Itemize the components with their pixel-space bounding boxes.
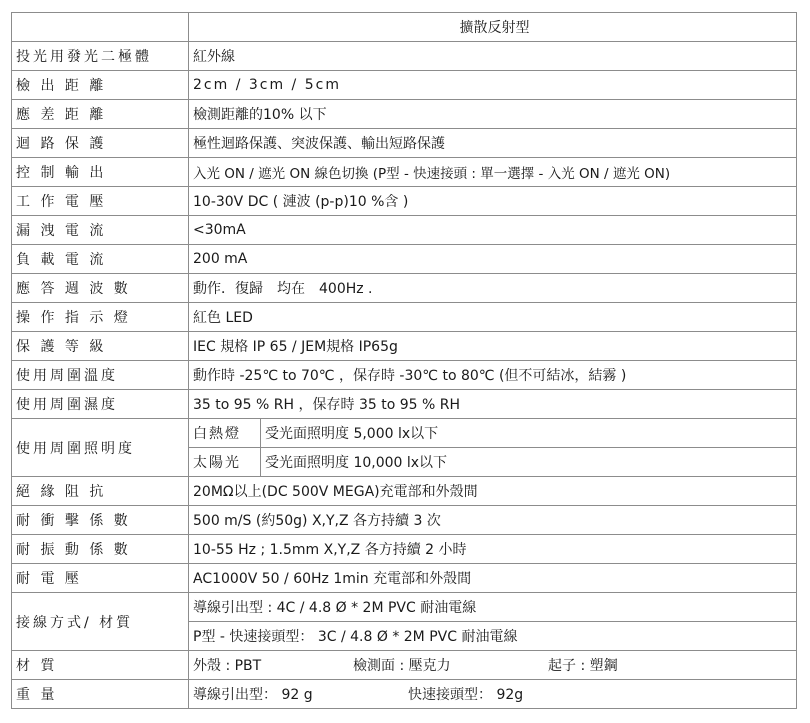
table-row — [12, 535, 797, 564]
humidity-value: 35 to 95 % RH ，保存時 35 to 95 % RH — [189, 390, 797, 419]
header-type: 擴散反射型 — [189, 13, 797, 42]
load-current-label: 負 載 電 流 — [12, 245, 189, 274]
voltage-value: 10-30V DC ( 漣波 (p-p)10 %含 ) — [189, 187, 797, 216]
hysteresis-value: 檢測距離的10% 以下 — [189, 100, 797, 129]
table-row — [12, 245, 797, 274]
table-row — [12, 564, 797, 593]
leak-current-value: <30mA — [189, 216, 797, 245]
table-row — [12, 419, 797, 448]
vibration-value: 10-55 Hz ; 1.5mm X,Y,Z 各方持續 2 小時 — [189, 535, 797, 564]
table-row — [12, 71, 797, 100]
wiring-label: 接線方式/ 材質 — [12, 593, 189, 651]
table-row — [12, 129, 797, 158]
indicator-value: 紅色 LED — [189, 303, 797, 332]
weight-label: 重 量 — [12, 680, 189, 709]
protection-circuit-label: 迴 路 保 護 — [12, 129, 189, 158]
protection-class-label: 保 護 等 級 — [12, 332, 189, 361]
temperature-value: 動作時 -25℃ to 70℃ ，保存時 -30℃ to 80℃ (但不可結冰，結霧 ) — [189, 361, 797, 390]
material-case: 外殼 : PBT — [193, 658, 262, 674]
table-row — [12, 100, 797, 129]
humidity-label: 使用周圍濕度 — [12, 390, 189, 419]
shock-label: 耐 衝 擊 係 數 — [12, 506, 189, 535]
incandescent-label: 白熱燈 — [189, 419, 261, 448]
wiring-value-quick: P型 - 快速接頭型： 3C / 4.8 Ø * 2M PVC 耐油電線 — [189, 622, 797, 651]
dielectric-label: 耐 電 壓 — [12, 564, 189, 593]
indicator-label: 操 作 指 示 燈 — [12, 303, 189, 332]
hysteresis-label: 應 差 距 離 — [12, 100, 189, 129]
weight-value — [189, 680, 797, 709]
protection-circuit-value: 極性迴路保護、突波保護、輸出短路保護 — [189, 129, 797, 158]
insulation-label: 絕 緣 阻 抗 — [12, 477, 189, 506]
sunlight-label: 太陽光 — [189, 448, 261, 477]
leak-current-label: 漏 洩 電 流 — [12, 216, 189, 245]
control-output-value: 入光 ON / 遮光 ON 線色切換 (P型 - 快速接頭 : 單一選擇 - 入光 ON / 遮光 ON) — [189, 158, 797, 187]
illuminance-label: 使用周圍照明度 — [12, 419, 189, 477]
weight-quick: 快速接頭型： 92g — [408, 687, 524, 703]
header-empty-cell — [12, 13, 189, 42]
table-row — [12, 361, 797, 390]
table-row — [12, 593, 797, 622]
wiring-value-wired: 導線引出型 : 4C / 4.8 Ø * 2M PVC 耐油電線 — [189, 593, 797, 622]
light-source-label: 投光用發光二極體 — [12, 42, 189, 71]
vibration-label: 耐 振 動 係 數 — [12, 535, 189, 564]
shock-value: 500 m/S (約50g) X,Y,Z 各方持續 3 次 — [189, 506, 797, 535]
insulation-value: 20MΩ以上(DC 500V MEGA)充電部和外殼間 — [189, 477, 797, 506]
dielectric-value: AC1000V 50 / 60Hz 1min 充電部和外殼間 — [189, 564, 797, 593]
material-driver: 起子 : 塑鋼 — [548, 658, 618, 674]
table-row — [12, 187, 797, 216]
table-row — [12, 390, 797, 419]
table-row — [12, 506, 797, 535]
table-row — [12, 477, 797, 506]
load-current-value: 200 mA — [189, 245, 797, 274]
table-row — [12, 303, 797, 332]
table-row — [12, 651, 797, 680]
light-source-value: 紅外線 — [189, 42, 797, 71]
protection-class-value: IEC 規格 IP 65 / JEM規格 IP65g — [189, 332, 797, 361]
table-row — [12, 13, 797, 42]
table-row — [12, 680, 797, 709]
material-face: 檢測面 : 壓克力 — [353, 658, 451, 674]
weight-wired: 導線引出型： 92 g — [193, 687, 313, 703]
voltage-label: 工 作 電 壓 — [12, 187, 189, 216]
table-row — [12, 216, 797, 245]
table-row — [12, 332, 797, 361]
table-row — [12, 274, 797, 303]
table-row — [12, 158, 797, 187]
incandescent-value: 受光面照明度 5,000 lx以下 — [261, 419, 797, 448]
distance-label: 檢 出 距 離 — [12, 71, 189, 100]
response-label: 應 答 週 波 數 — [12, 274, 189, 303]
response-value: 動作．復歸 均在 400Hz . — [189, 274, 797, 303]
material-label: 材 質 — [12, 651, 189, 680]
control-output-label: 控 制 輸 出 — [12, 158, 189, 187]
distance-value: 2cm / 3cm / 5cm — [189, 71, 797, 100]
temperature-label: 使用周圍溫度 — [12, 361, 189, 390]
table-row — [12, 42, 797, 71]
material-value — [189, 651, 797, 680]
sunlight-value: 受光面照明度 10,000 lx以下 — [261, 448, 797, 477]
spec-table — [11, 12, 797, 709]
